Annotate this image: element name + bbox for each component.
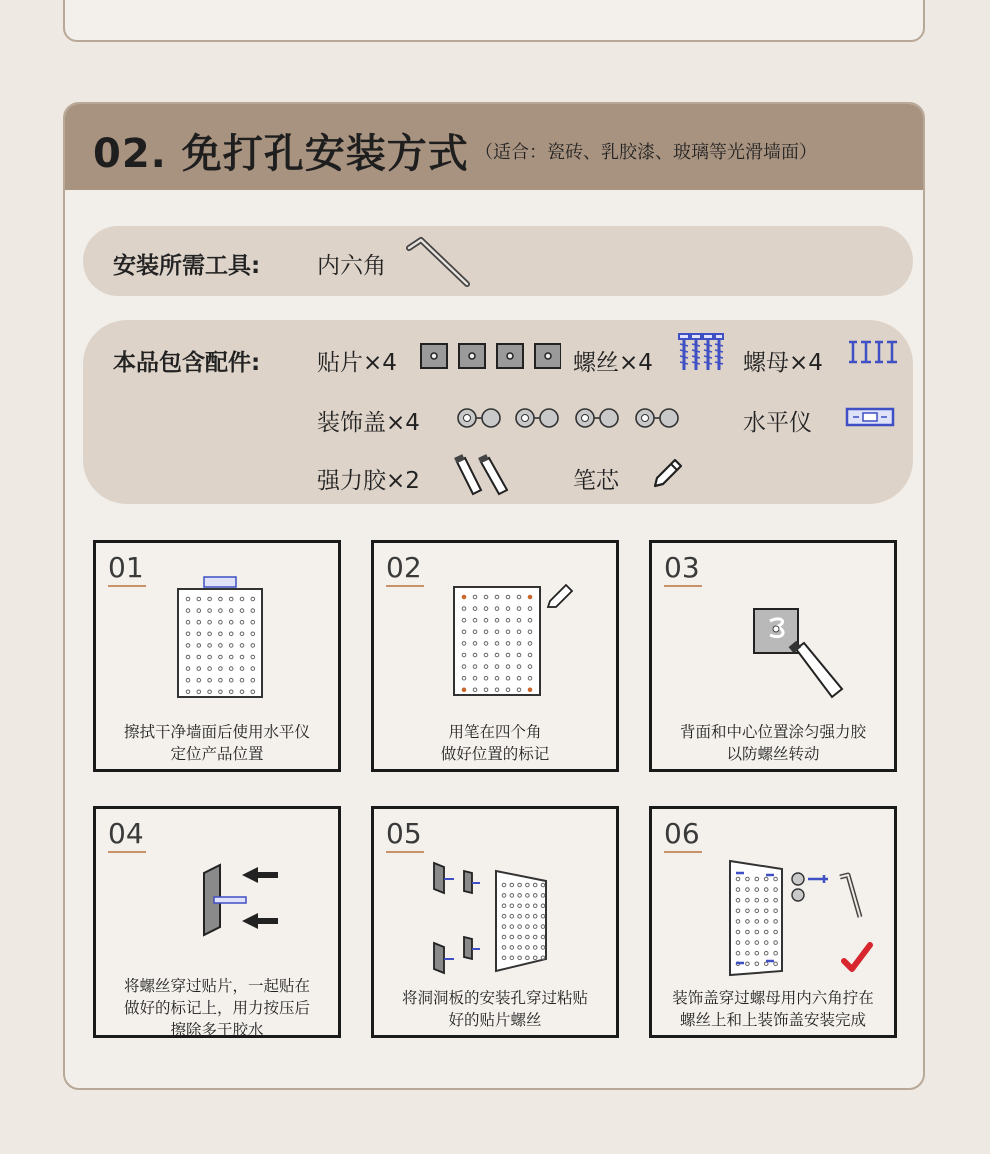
step-card-06 — [649, 806, 897, 1038]
step-caption-line: 背面和中心位置涂匀强力胶 — [679, 723, 866, 741]
part-level: 水平仪 — [743, 410, 812, 436]
step-number: 01 — [108, 551, 146, 587]
step-caption — [656, 987, 890, 1031]
nut-icon — [847, 338, 899, 368]
finished-install-icon — [726, 857, 888, 985]
step-caption-line: 以防螺丝转动 — [726, 745, 820, 763]
step-caption-line: 将洞洞板的安装孔穿过粘贴 — [401, 989, 588, 1007]
step-number: 04 — [108, 817, 146, 853]
mount-pegboard-icon — [430, 859, 560, 979]
step-caption-line: 好的贴片螺丝 — [448, 1011, 542, 1029]
patch-glue-icon — [748, 605, 848, 701]
pegboard-marking-icon — [450, 581, 584, 701]
part-patch: 贴片×4 — [317, 350, 397, 376]
part-pencil: 笔芯 — [573, 468, 619, 494]
install-section — [63, 102, 925, 1090]
step-card-01 — [93, 540, 341, 772]
step-caption-line: 定位产品位置 — [170, 745, 264, 763]
pegboard-hole — [462, 688, 466, 692]
step-caption — [100, 721, 334, 765]
pegboard-hole — [462, 595, 466, 599]
step-card-03 — [649, 540, 897, 772]
step-card-05 — [371, 806, 619, 1038]
step-caption-line: 擦除多于胶水 — [170, 1021, 264, 1039]
step-number: 03 — [664, 551, 702, 587]
step-card-02 — [371, 540, 619, 772]
step-number: 02 — [386, 551, 424, 587]
step-caption-line: 装饰盖穿过螺母用内六角拧在 — [672, 989, 874, 1007]
section-title: 02. 免打孔安装方式 — [93, 131, 469, 177]
pegboard-hole — [528, 595, 532, 599]
part-cap: 装饰盖×4 — [317, 410, 420, 436]
parts-label: 本品包含配件: — [113, 350, 261, 376]
step-caption-line: 做好位置的标记 — [440, 745, 550, 763]
step-caption-line: 用笔在四个角 — [448, 723, 542, 741]
step-caption-line: 做好的标记上，用力按压后 — [123, 999, 310, 1017]
part-glue: 强力胶×2 — [317, 468, 420, 494]
step-caption-line: 将螺丝穿过贴片，一起贴在 — [123, 977, 310, 995]
step-number: 05 — [386, 817, 424, 853]
step-caption-line: 擦拭干净墙面后使用水平仪 — [123, 723, 310, 741]
pegboard-hole — [528, 688, 532, 692]
parts-panel — [83, 320, 913, 504]
part-screw: 螺丝×4 — [573, 350, 653, 376]
section-subtitle: （适合：瓷砖、乳胶漆、玻璃等光滑墙面） — [475, 142, 817, 163]
part-nut: 螺母×4 — [743, 350, 823, 376]
decorative-cap-icon — [455, 404, 685, 432]
previous-section-card — [63, 0, 925, 42]
section-header — [65, 104, 923, 190]
step-caption — [378, 987, 612, 1031]
screw-icon — [677, 332, 725, 374]
pencil-icon — [649, 456, 685, 492]
adhesive-patch-icon — [419, 340, 561, 372]
step-caption — [378, 721, 612, 765]
step-caption — [656, 721, 890, 765]
tools-panel — [83, 226, 913, 296]
glue-tube-icon — [453, 454, 513, 498]
screw-press-icon — [200, 861, 284, 943]
hex-key-icon — [405, 234, 475, 292]
tools-label: 安装所需工具: — [113, 253, 261, 279]
tools-item: 内六角 — [317, 253, 386, 279]
pegboard-with-level-icon — [174, 575, 266, 701]
step-caption-line: 螺丝上和上装饰盖安装完成 — [679, 1011, 866, 1029]
spirit-level-icon — [845, 406, 897, 428]
step-number: 06 — [664, 817, 702, 853]
step-caption — [100, 975, 334, 1041]
step-card-04 — [93, 806, 341, 1038]
